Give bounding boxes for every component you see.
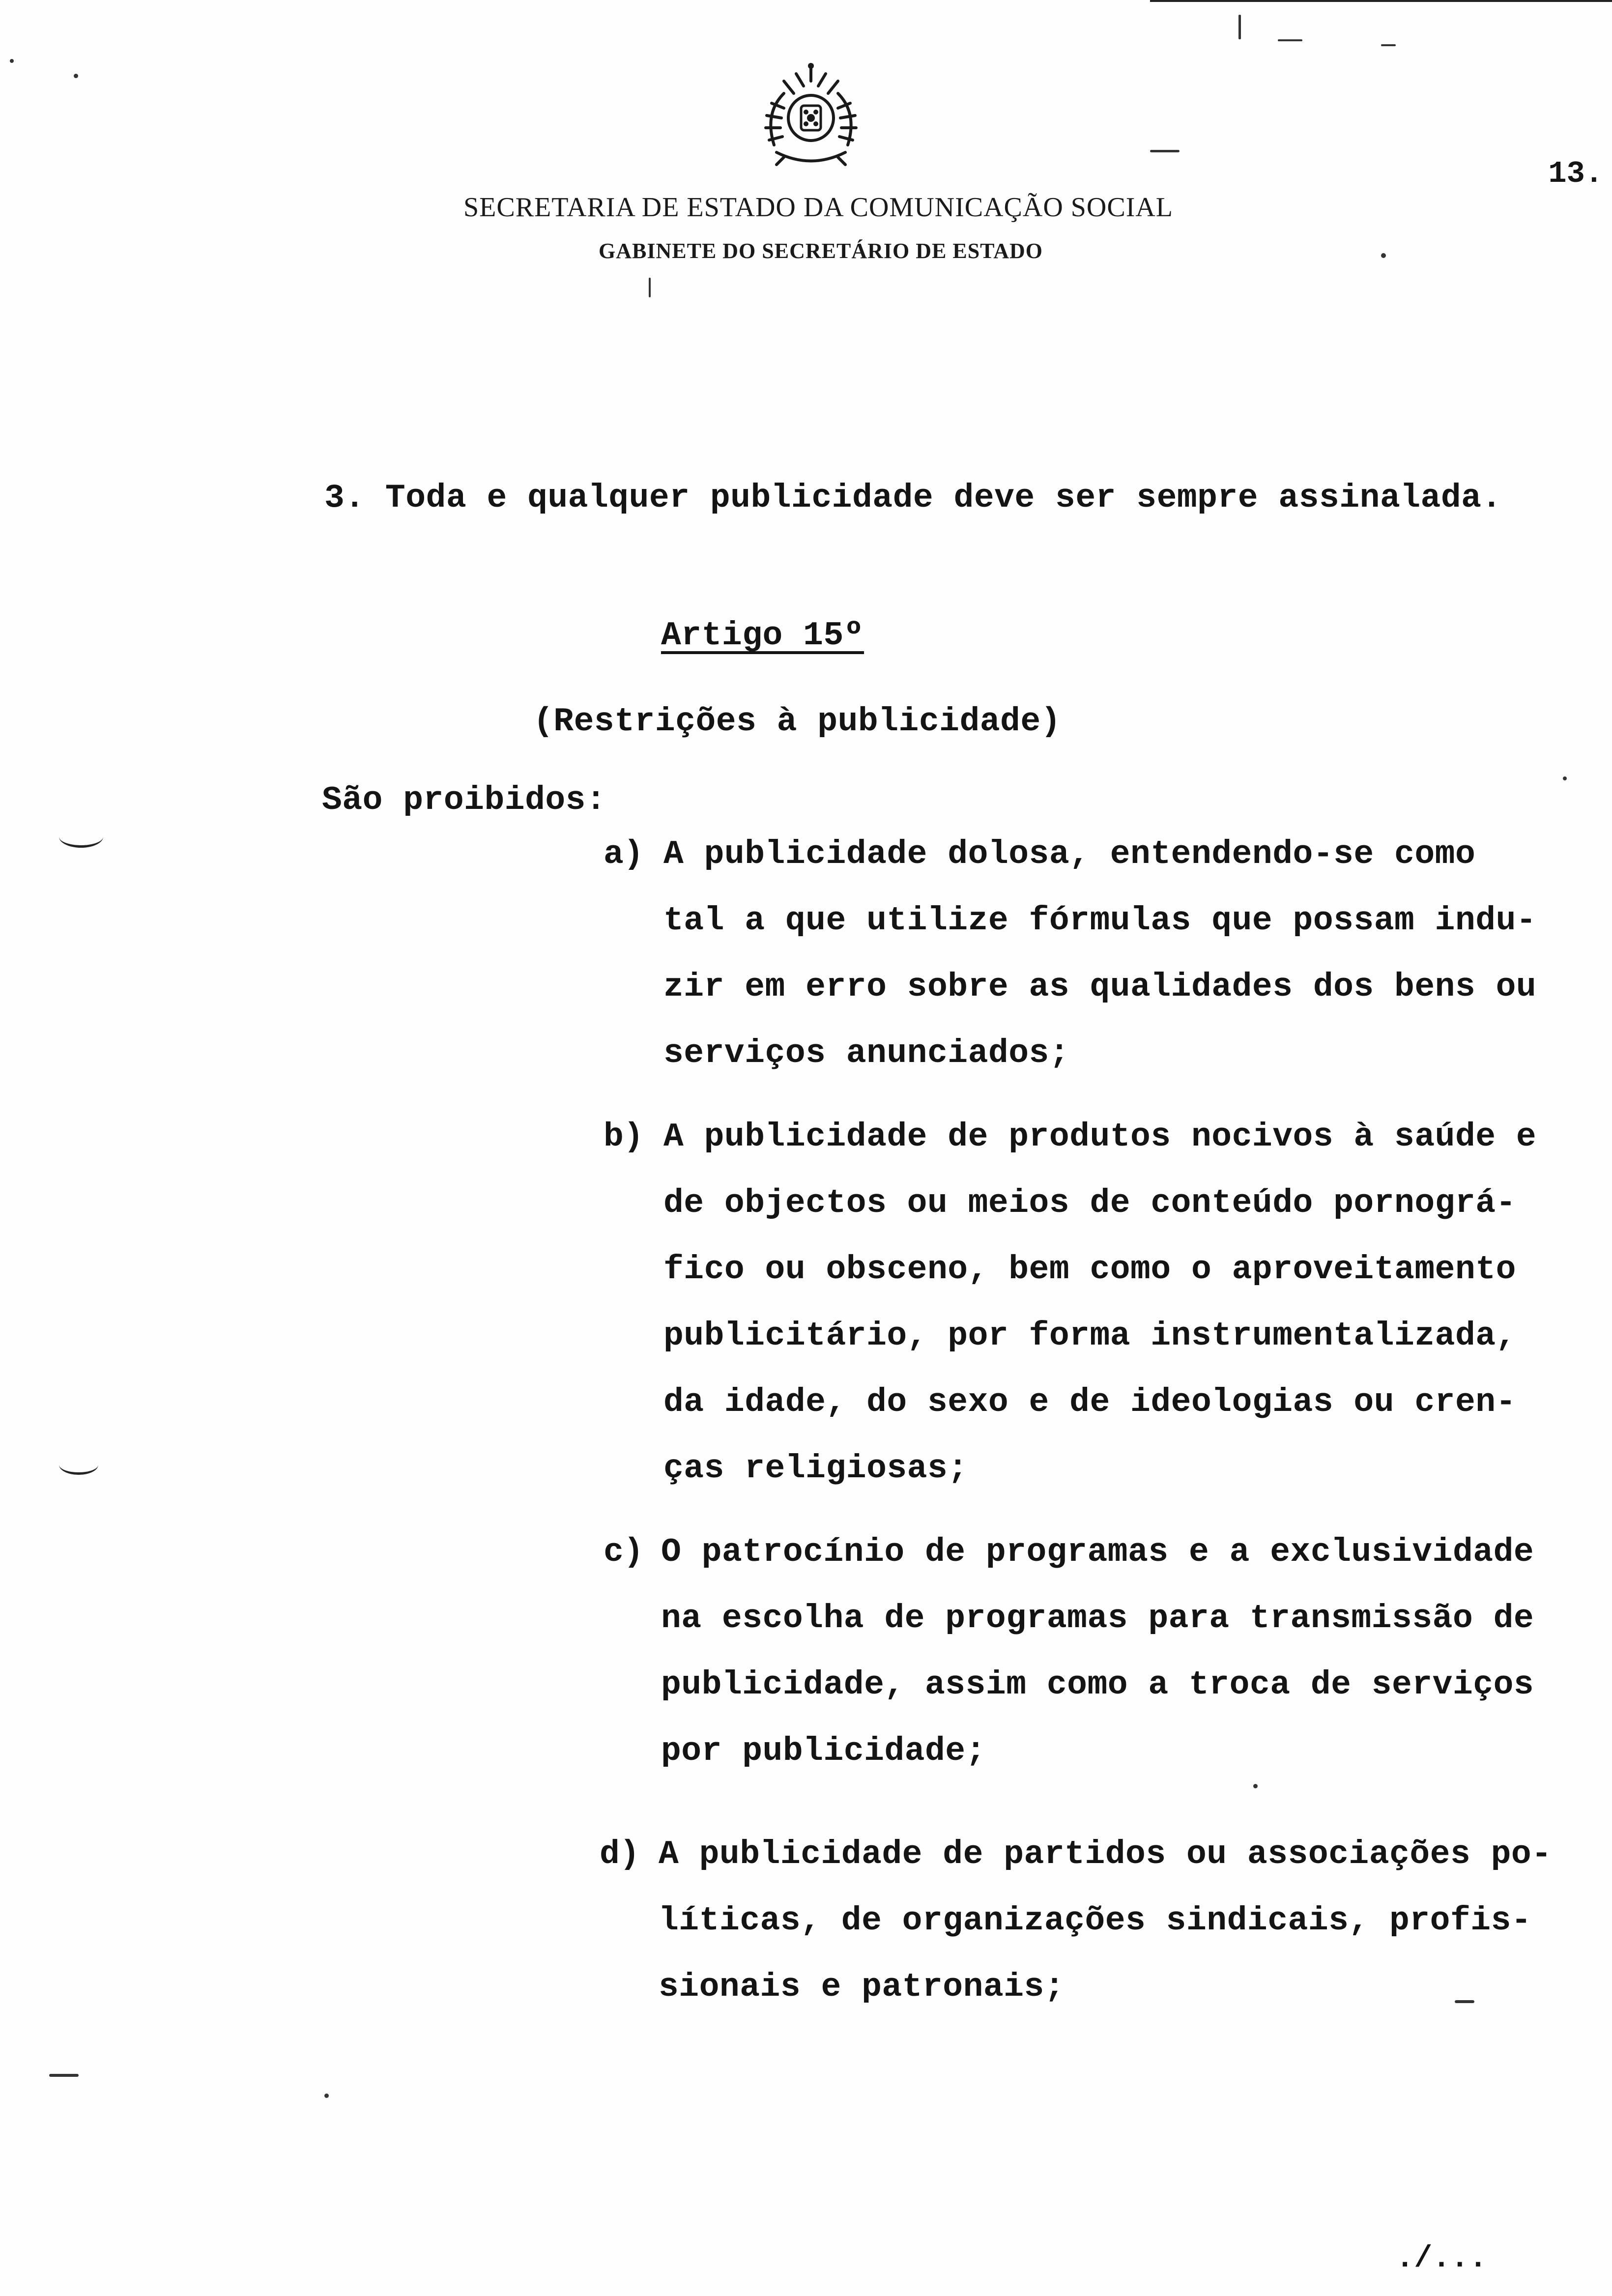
item-c-line: publicidade, assim como a troca de serviços xyxy=(661,1666,1534,1704)
article-title: Artigo 15º xyxy=(661,617,864,655)
item-b-line: de objectos ou meios de conteúdo pornográ- xyxy=(663,1184,1516,1222)
item-c-line: na escolha de programas para transmissão de xyxy=(661,1600,1534,1637)
intro-text: São proibidos: xyxy=(322,781,606,819)
item-label-b: b) xyxy=(604,1118,644,1156)
office-name: GABINETE DO SECRETÁRIO DE ESTADO xyxy=(598,239,1043,263)
scan-mark xyxy=(1563,776,1567,780)
scan-mark xyxy=(649,278,651,297)
item-a-line: serviços anunciados; xyxy=(663,1034,1070,1072)
item-b-line: ças religiosas; xyxy=(663,1450,968,1488)
item-d-line: A publicidade de partidos ou associações po- xyxy=(659,1836,1552,1873)
item-b-line: da idade, do sexo e de ideologias ou cren- xyxy=(663,1383,1516,1421)
scan-mark xyxy=(49,2074,79,2077)
scan-mark xyxy=(1278,39,1302,41)
item-label-a: a) xyxy=(604,835,644,873)
coat-of-arms-icon xyxy=(737,59,885,172)
item-a-line: A publicidade dolosa, entendendo-se como xyxy=(663,835,1476,873)
item-a-line: tal a que utilize fórmulas que possam indu- xyxy=(663,902,1537,940)
article-subtitle: (Restrições à publicidade) xyxy=(533,703,1061,741)
item-label-d: d) xyxy=(600,1836,640,1873)
item-a-line: zir em erro sobre as qualidades dos bens ou xyxy=(663,968,1537,1006)
scan-mark xyxy=(1238,15,1241,39)
item-c-line: por publicidade; xyxy=(661,1732,986,1770)
item-d-line: sionais e patronais; xyxy=(659,1968,1065,2006)
scan-mark xyxy=(74,74,78,78)
item-b-line: fico ou obsceno, bem como o aproveitamento xyxy=(663,1251,1516,1289)
scan-mark xyxy=(1381,44,1396,46)
scan-mark xyxy=(324,2094,329,2098)
scan-mark xyxy=(59,826,103,848)
scan-mark xyxy=(1150,150,1180,152)
page-number: 13. xyxy=(1548,156,1603,191)
item-b-line: publicitário, por forma instrumentalizada, xyxy=(663,1317,1516,1355)
ministry-name: SECRETARIA DE ESTADO DA COMUNICAÇÃO SOCIAL xyxy=(463,192,1173,223)
paragraph-3: 3. Toda e qualquer publicidade deve ser sempre assinalada. xyxy=(324,479,1502,517)
scan-mark xyxy=(1381,253,1386,258)
item-c-line: O patrocínio de programas e a exclusividade xyxy=(661,1533,1534,1571)
scan-mark xyxy=(10,59,14,63)
scan-mark xyxy=(59,1455,98,1475)
item-b-line: A publicidade de produtos nocivos à saúde e xyxy=(663,1118,1537,1156)
item-label-c: c) xyxy=(604,1533,644,1571)
item-d-line: líticas, de organizações sindicais, profis- xyxy=(659,1902,1532,1940)
continuation-mark: ./... xyxy=(1396,2241,1488,2276)
scan-mark xyxy=(1455,2000,1474,2003)
scan-mark xyxy=(1253,1784,1258,1788)
top-rule xyxy=(1150,0,1612,2)
